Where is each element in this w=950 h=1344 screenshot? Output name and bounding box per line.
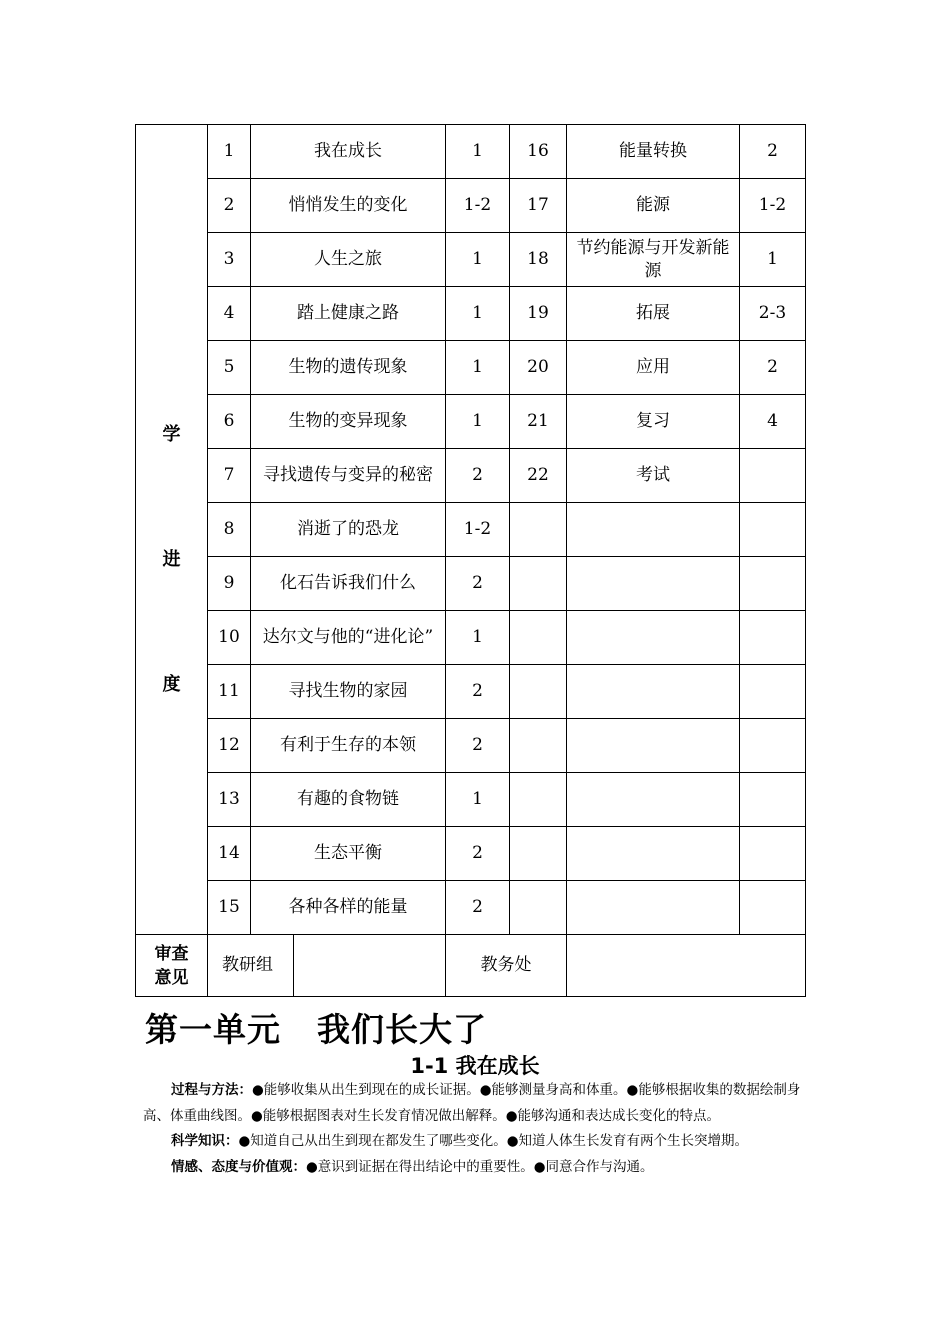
schedule-body [136,125,806,997]
lesson-number-2 [510,557,567,611]
lesson-number-2 [510,611,567,665]
lesson-name-2: 能量转换 [567,125,740,179]
objective-process-label: 过程与方法： [171,1082,252,1098]
lesson-hours-2 [740,773,806,827]
lesson-number: 9 [208,557,251,611]
lesson-hours: 1 [446,773,510,827]
lesson-name-2 [567,881,740,935]
lesson-hours: 1 [446,233,510,287]
lesson-name-2 [567,665,740,719]
lesson-name-2 [567,611,740,665]
lesson-hours: 1 [446,287,510,341]
lesson-name-2 [567,773,740,827]
lesson-hours: 1 [446,611,510,665]
lesson-number: 1 [208,125,251,179]
lesson-hours: 2 [446,665,510,719]
lesson-hours-2: 1 [740,233,806,287]
lesson-name: 踏上健康之路 [251,287,446,341]
lesson-hours-2: 4 [740,395,806,449]
table-row [136,179,806,233]
lesson-hours-2 [740,503,806,557]
unit-name: 我们长大了 [317,1010,487,1049]
lesson-name-2 [567,503,740,557]
lesson-hours-2: 2-3 [740,287,806,341]
lesson-hours-2: 1-2 [740,179,806,233]
side-label-char: 进 [162,549,181,570]
lesson-hours-2 [740,827,806,881]
lesson-name-2 [567,719,740,773]
lesson-name-2: 能源 [567,179,740,233]
lesson-name-2: 拓展 [567,287,740,341]
objective-knowledge [143,1129,808,1155]
side-label-char: 学 [162,424,181,445]
lesson-number: 5 [208,341,251,395]
lesson-name: 达尔文与他的“进化论” [251,611,446,665]
lesson-title: 1-1 我在成长 [410,1054,540,1078]
lesson-number: 6 [208,395,251,449]
table-row [136,233,806,287]
objective-knowledge-text: ●知道自己从出生到现在都发生了哪些变化。●知道人体生长发育有两个生长突增期。 [238,1133,749,1149]
lesson-hours-2: 2 [740,125,806,179]
table-row [136,827,806,881]
lesson-number: 13 [208,773,251,827]
lesson-hours-2 [740,719,806,773]
lesson-name: 寻找生物的家园 [251,665,446,719]
lesson-name: 有趣的食物链 [251,773,446,827]
lesson-hours: 2 [446,881,510,935]
objectives [143,1078,808,1180]
lesson-name: 化石告诉我们什么 [251,557,446,611]
table-row [136,449,806,503]
review-group-value [294,935,446,997]
review-group-label: 教研组 [208,935,294,997]
lesson-number: 7 [208,449,251,503]
lesson-number-2: 16 [510,125,567,179]
lesson-hours: 2 [446,827,510,881]
lesson-name: 生态平衡 [251,827,446,881]
lesson-hours: 1-2 [446,179,510,233]
lesson-number: 14 [208,827,251,881]
objective-process-text: ●能够收集从出生到现在的成长证据。●能够测量身高和体重。●能够根据收集的数据绘制身高、体重曲线图。●能够根据图表对生长发育情况做出解释。●能够沟通和表达成长变化的特点。 [143,1082,801,1124]
lesson-name: 寻找遗传与变异的秘密 [251,449,446,503]
lesson-number: 11 [208,665,251,719]
lesson-hours-2 [740,665,806,719]
lesson-number-2 [510,719,567,773]
lesson-number-2 [510,827,567,881]
table-row [136,611,806,665]
schedule-table [135,124,806,997]
lesson-name: 各种各样的能量 [251,881,446,935]
lesson-name-2: 节约能源与开发新能源 [567,233,740,287]
lesson-number-2: 20 [510,341,567,395]
lesson-number-2 [510,881,567,935]
lesson-hours: 2 [446,449,510,503]
side-label-char: 度 [162,674,181,695]
lesson-number: 12 [208,719,251,773]
lesson-name: 悄悄发生的变化 [251,179,446,233]
lesson-hours-2 [740,881,806,935]
lesson-number: 4 [208,287,251,341]
schedule-side-label [136,125,208,935]
review-label-line1: 审查 [154,943,189,964]
review-office-value [567,935,806,997]
objective-attitude-label: 情感、态度与价值观： [171,1158,306,1175]
lesson-hours-2: 2 [740,341,806,395]
lesson-hours-2 [740,449,806,503]
table-row [136,395,806,449]
objective-process [143,1078,808,1129]
review-label-line2: 意见 [154,967,189,988]
lesson-name: 人生之旅 [251,233,446,287]
lesson-hours: 1 [446,125,510,179]
review-row [136,935,806,997]
lesson-number: 15 [208,881,251,935]
lesson-name-2 [567,827,740,881]
lesson-hours-2 [740,557,806,611]
lesson-hours: 1-2 [446,503,510,557]
lesson-number-2: 22 [510,449,567,503]
lesson-name-2: 复习 [567,395,740,449]
lesson-number-2: 18 [510,233,567,287]
lesson-name-2: 考试 [567,449,740,503]
table-row [136,341,806,395]
lesson-number: 2 [208,179,251,233]
lesson-name-2 [567,557,740,611]
objective-knowledge-label: 科学知识： [171,1133,239,1149]
lesson-name: 有利于生存的本领 [251,719,446,773]
lesson-number-2 [510,665,567,719]
table-row [136,665,806,719]
objective-attitude [143,1155,808,1181]
table-row [136,503,806,557]
lesson-hours: 1 [446,395,510,449]
lesson-number: 10 [208,611,251,665]
lesson-number-2 [510,773,567,827]
lesson-name: 生物的变异现象 [251,395,446,449]
table-row [136,773,806,827]
unit-prefix: 第一单元 [145,1010,281,1049]
lesson-name: 我在成长 [251,125,446,179]
lesson-name-2: 应用 [567,341,740,395]
review-office-label: 教务处 [446,935,567,997]
table-row [136,719,806,773]
lesson-name: 消逝了的恐龙 [251,503,446,557]
review-label [136,935,208,997]
objective-attitude-text: ●意识到证据在得出结论中的重要性。●同意合作与沟通。 [306,1158,654,1175]
table-row [136,881,806,935]
lesson-number-2: 21 [510,395,567,449]
table-row [136,557,806,611]
lesson-number: 3 [208,233,251,287]
table-row [136,125,806,179]
lesson-name: 生物的遗传现象 [251,341,446,395]
lesson-hours: 2 [446,719,510,773]
lesson-number-2: 17 [510,179,567,233]
table-row [136,287,806,341]
lesson-hours: 2 [446,557,510,611]
unit-title [145,1004,487,1051]
lesson-number-2 [510,503,567,557]
lesson-number-2: 19 [510,287,567,341]
lesson-hours-2 [740,611,806,665]
lesson-number: 8 [208,503,251,557]
lesson-hours: 1 [446,341,510,395]
